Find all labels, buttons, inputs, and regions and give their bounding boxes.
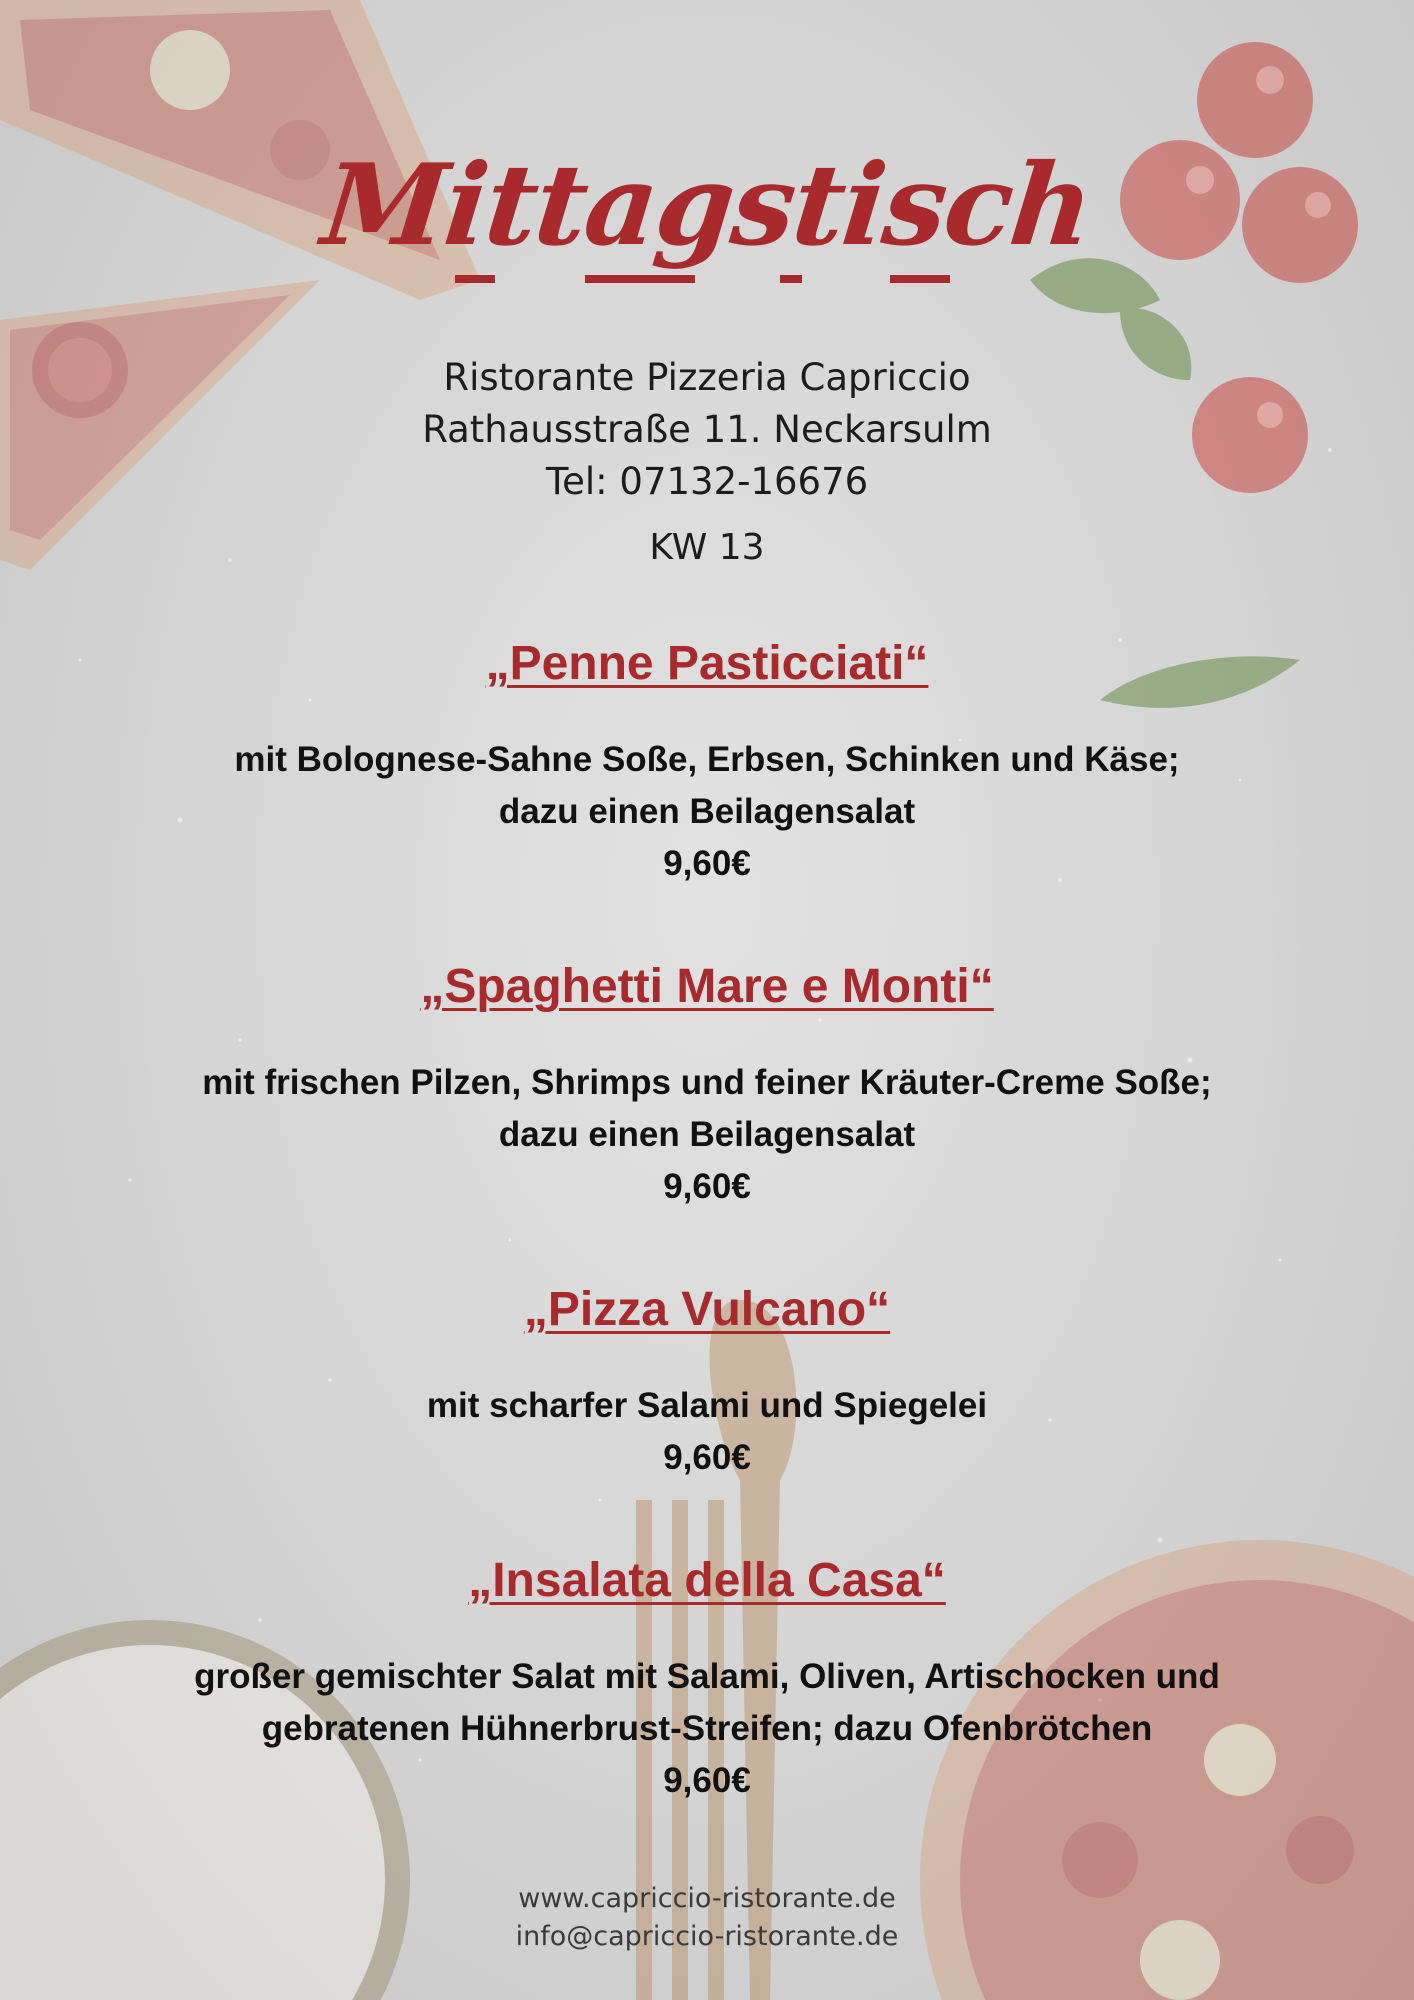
dish-description-line: gebratenen Hühnerbrust-Streifen; dazu Ofenbrötchen bbox=[261, 1709, 1153, 1748]
dish-price: 9,60€ bbox=[663, 1761, 751, 1800]
dish-spaghetti-mare-e-monti bbox=[0, 957, 1414, 1213]
dish-name: „Pizza Vulcano“ bbox=[523, 1283, 891, 1336]
dish-description-line: mit scharfer Salami und Spiegelei bbox=[426, 1386, 988, 1425]
dish-name: „Penne Pasticciati“ bbox=[485, 637, 929, 690]
title-underline-3 bbox=[780, 275, 802, 283]
dish-price: 9,60€ bbox=[663, 1438, 751, 1477]
dish-description-line: mit Bolognese-Sahne Soße, Erbsen, Schinken und Käse; bbox=[234, 740, 1180, 779]
title-underline-4 bbox=[890, 275, 950, 283]
dish-pizza-vulcano bbox=[0, 1280, 1414, 1484]
dish-name: „Spaghetti Mare e Monti“ bbox=[420, 960, 994, 1013]
restaurant-address: Rathausstraße 11. Neckarsulm bbox=[422, 408, 992, 451]
dish-price: 9,60€ bbox=[663, 1167, 751, 1206]
dish-description-line: dazu einen Beilagensalat bbox=[498, 1115, 916, 1154]
footer bbox=[0, 1880, 1414, 1956]
menu-title: Mittagstisch bbox=[316, 140, 1098, 271]
restaurant-phone: Tel: 07132-16676 bbox=[545, 460, 869, 503]
dish-description bbox=[0, 1057, 1414, 1161]
calendar-week: KW 13 bbox=[649, 527, 765, 568]
title-underline-1 bbox=[455, 275, 495, 283]
dish-description-line: großer gemischter Salat mit Salami, Oliven, Artischocken und bbox=[194, 1657, 1220, 1696]
dish-insalata-della-casa bbox=[0, 1551, 1414, 1807]
website-link[interactable]: www.capriccio-ristorante.de bbox=[518, 1883, 896, 1914]
restaurant-info bbox=[0, 352, 1414, 508]
dish-description bbox=[0, 1651, 1414, 1755]
dish-description bbox=[0, 734, 1414, 838]
restaurant-name: Ristorante Pizzeria Capriccio bbox=[443, 356, 971, 399]
email-link[interactable]: info@capriccio-ristorante.de bbox=[515, 1921, 899, 1952]
dish-penne-pasticciati bbox=[0, 634, 1414, 890]
dish-description bbox=[0, 1380, 1414, 1432]
dish-description-line: dazu einen Beilagensalat bbox=[498, 792, 916, 831]
title-underline-2 bbox=[585, 275, 695, 283]
dish-description-line: mit frischen Pilzen, Shrimps und feiner Kräuter-Creme Soße; bbox=[202, 1063, 1212, 1102]
dish-name: „Insalata della Casa“ bbox=[468, 1554, 946, 1607]
dish-price: 9,60€ bbox=[663, 844, 751, 883]
